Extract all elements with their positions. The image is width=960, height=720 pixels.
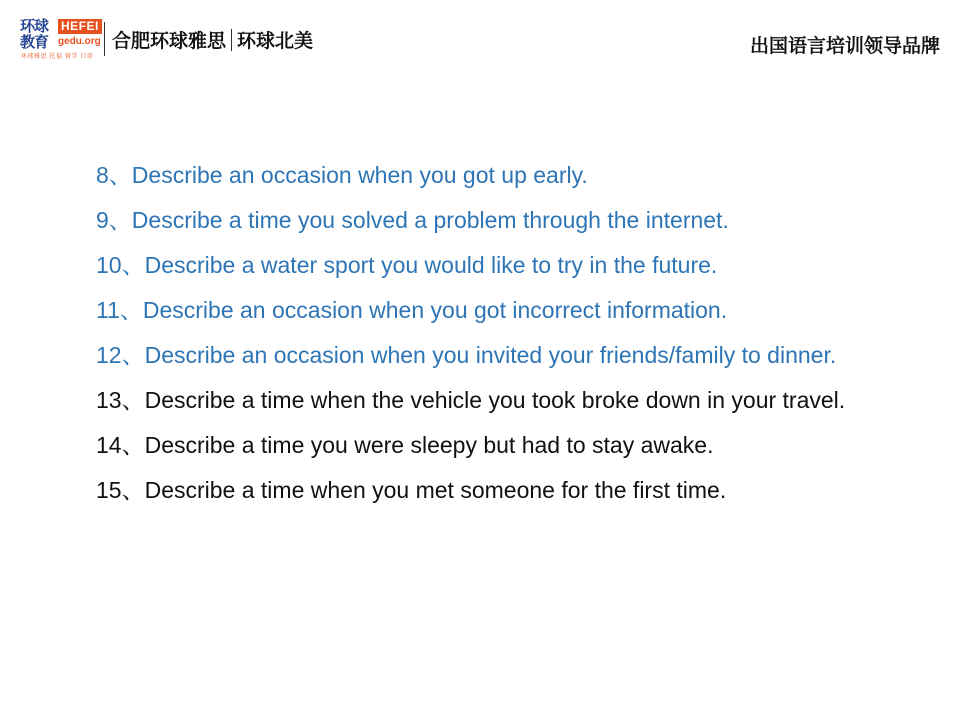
logo-divider [104, 22, 105, 56]
logo-chinese-name [20, 18, 60, 50]
question-list [96, 153, 906, 513]
question-item: 13、Describe a time when the vehicle you took broke down in your travel. [96, 387, 846, 413]
question-item: 14、Describe a time you were sleepy but had to stay awake. [96, 432, 714, 458]
question-item: 10、Describe a water sport you would like to try in the future. [96, 252, 718, 278]
brand-name [112, 26, 313, 53]
logo-tagline: 环球雅思 托福 留学 口语 [21, 53, 94, 60]
logo-domain: gedu.org [58, 36, 101, 47]
logo-cn-line1: 环球 [20, 17, 49, 35]
global-education-logo [20, 18, 102, 62]
brand-secondary: 环球北美 [237, 30, 314, 52]
logo-cn-line2: 教育 [20, 33, 49, 51]
question-item: 12、Describe an occasion when you invited your friends/family to dinner. [96, 342, 837, 368]
brand-divider [231, 29, 232, 51]
question-item: 15、Describe a time when you met someone for the first time. [96, 477, 727, 503]
question-item: 8、Describe an occasion when you got up early. [96, 162, 588, 188]
header-slogan: 出国语言培训领导品牌 [749, 35, 940, 57]
brand-primary: 合肥环球雅思 [112, 30, 227, 52]
question-item: 11、Describe an occasion when you got incorrect information. [96, 297, 728, 323]
logo-city-badge: HEFEI [58, 19, 102, 34]
header-logo [20, 18, 313, 62]
question-item: 9、Describe a time you solved a problem through the internet. [96, 207, 729, 233]
